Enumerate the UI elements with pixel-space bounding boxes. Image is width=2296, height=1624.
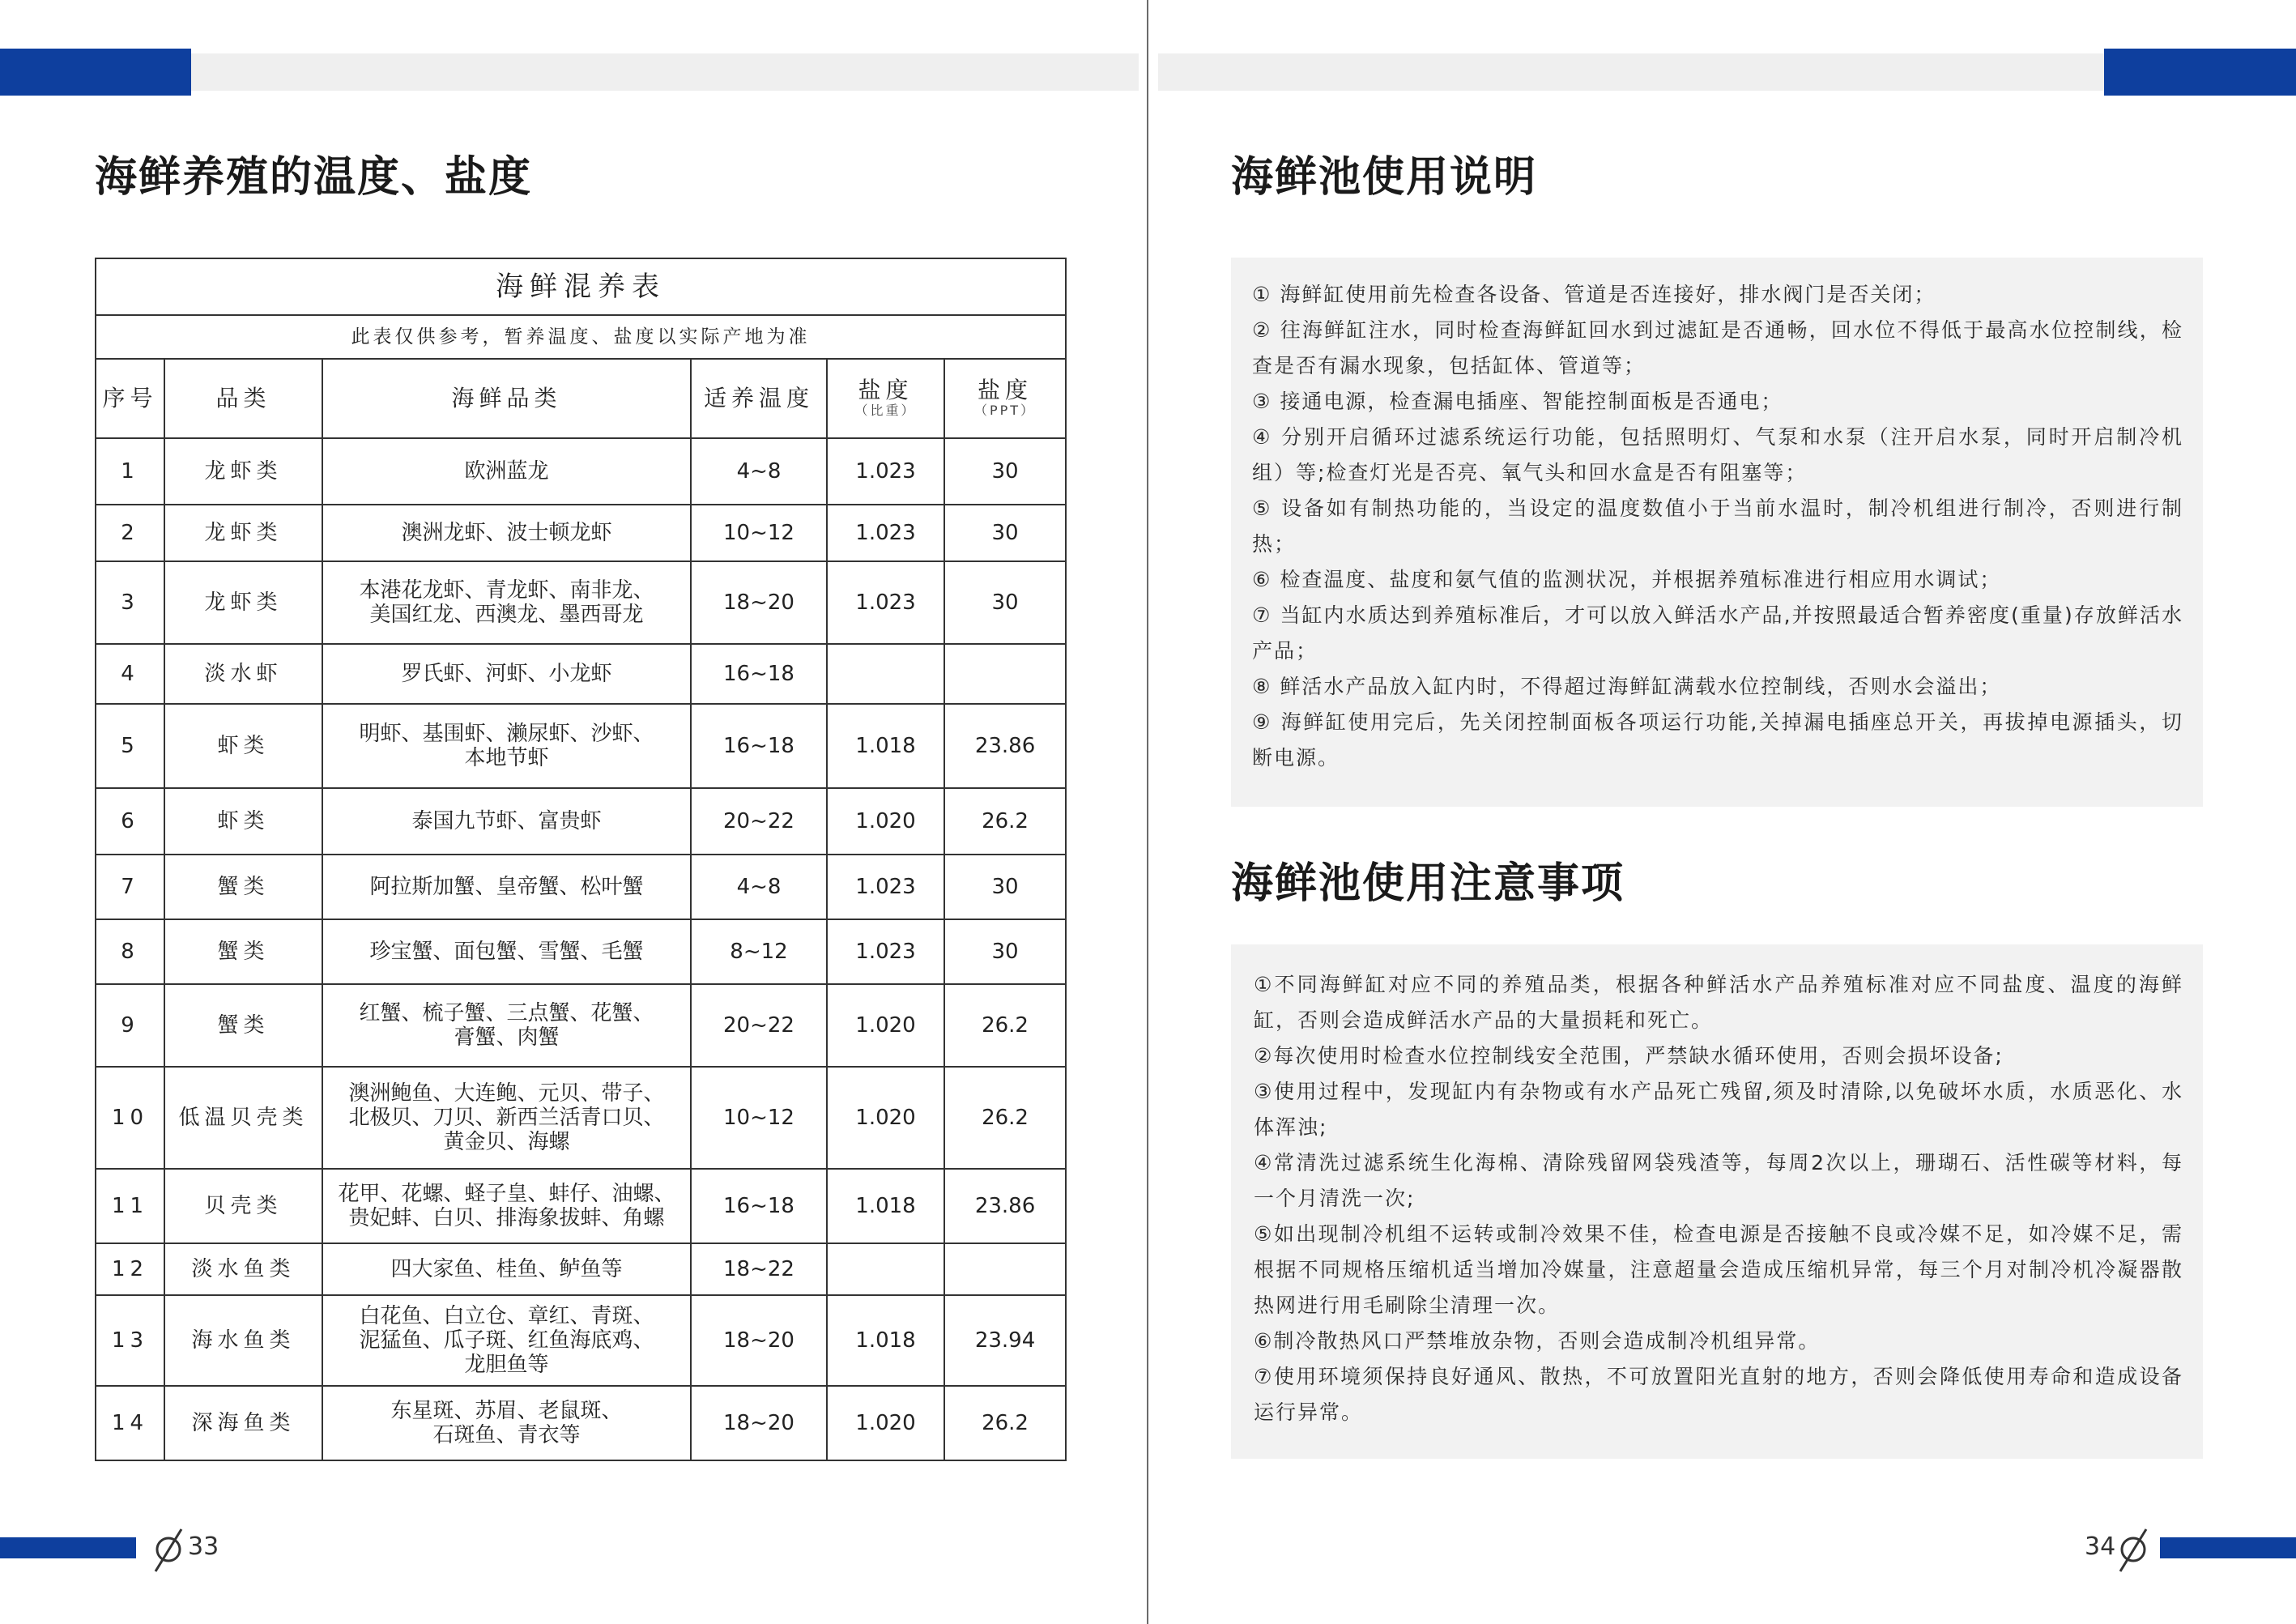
left-page-title: 海鲜养殖的温度、盐度: [95, 152, 533, 202]
row-index: 4: [96, 644, 164, 704]
row-species: [322, 855, 691, 919]
header-salinity-ppt: [944, 359, 1066, 438]
row-species: [322, 788, 691, 855]
row-index: 1: [96, 438, 164, 505]
row-category: 虾类: [164, 788, 322, 855]
row-ppt: 30: [944, 919, 1066, 984]
header-salinity-ppt-sub: （PPT）: [973, 403, 1037, 418]
row-temperature: 16~18: [691, 1169, 827, 1243]
row-temperature: 18~22: [691, 1243, 827, 1295]
notes-item: ④常清洗过滤系统生化海棉、清除残留网袋残渣等，每周2次以上，珊瑚石、活性碳等材料，每一个月清洗一次;: [1254, 1151, 2183, 1210]
row-specific-gravity: 1.023: [827, 438, 944, 505]
species-line: 花甲、花螺、蛏子皇、蚌仔、油螺、: [338, 1182, 675, 1206]
usage-item: ③ 接通电源，检查漏电插座、智能控制面板是否通电；: [1252, 390, 1783, 413]
row-specific-gravity: [827, 644, 944, 704]
species-line: 红蟹、梳子蟹、三点蟹、花蟹、: [359, 1001, 654, 1025]
row-category: 蟹类: [164, 919, 322, 984]
usage-item: ⑨ 海鲜缸使用完后，先关闭控制面板各项运行功能,关掉漏电插座总开关，再拔掉电源插头，切断电源。: [1252, 710, 2183, 769]
row-specific-gravity: 1.020: [827, 984, 944, 1067]
row-temperature: 16~18: [691, 704, 827, 788]
row-temperature: 10~12: [691, 1067, 827, 1169]
row-specific-gravity: [827, 1243, 944, 1295]
table-row: [96, 1295, 1066, 1386]
header-temperature: 适养温度: [691, 359, 827, 438]
usage-item: ④ 分别开启循环过滤系统运行功能，包括照明灯、气泵和水泵（注开启水泵，同时开启制冷机组）等;检查灯光是否亮、氧气头和回水盒是否有阻塞等；: [1252, 425, 2183, 484]
row-temperature: 20~22: [691, 984, 827, 1067]
row-category: 低温贝壳类: [164, 1067, 322, 1169]
species-line: 白花鱼、白立仓、章红、青斑、: [359, 1304, 654, 1328]
usage-panel: [1231, 258, 2203, 807]
row-category: 龙虾类: [164, 505, 322, 561]
row-species: [322, 919, 691, 984]
usage-item: ② 往海鲜缸注水，同时检查海鲜缸回水到过滤缸是否通畅，回水位不得低于最高水位控制线，检查是否有漏水现象，包括缸体、管道等；: [1252, 318, 2183, 377]
row-specific-gravity: 1.023: [827, 561, 944, 644]
row-index: 9: [96, 984, 164, 1067]
usage-item: ① 海鲜缸使用前先检查各设备、管道是否连接好，排水阀门是否关闭；: [1252, 283, 1936, 306]
table-row: [96, 919, 1066, 984]
row-ppt: 26.2: [944, 1067, 1066, 1169]
page-number-left: 33: [188, 1532, 219, 1561]
row-ppt: 30: [944, 855, 1066, 919]
table-row: [96, 561, 1066, 644]
row-category: 淡水鱼类: [164, 1243, 322, 1295]
page-number-right: 34: [2085, 1532, 2116, 1561]
row-index: 10: [96, 1067, 164, 1169]
row-species: [322, 644, 691, 704]
row-species: [322, 704, 691, 788]
notes-item: ①不同海鲜缸对应不同的养殖品类，根据各种鲜活水产品养殖标准对应不同盐度、温度的海鲜缸，否则会造成鲜活水产品的大量损耗和死亡。: [1254, 973, 2183, 1032]
row-ppt: 26.2: [944, 788, 1066, 855]
row-specific-gravity: 1.020: [827, 1386, 944, 1460]
row-ppt: [944, 1243, 1066, 1295]
row-specific-gravity: 1.020: [827, 1067, 944, 1169]
row-species: [322, 1067, 691, 1169]
table-body: [96, 438, 1066, 1460]
header-salinity-label: 盐度: [858, 377, 914, 403]
row-temperature: 18~20: [691, 561, 827, 644]
species-line: 澳洲龙虾、波士顿龙虾: [401, 521, 612, 545]
species-line: 东星斑、苏眉、老鼠斑、: [390, 1399, 623, 1423]
notes-panel: [1231, 944, 2203, 1459]
row-specific-gravity: 1.018: [827, 704, 944, 788]
species-line: 膏蟹、肉蟹: [454, 1025, 560, 1050]
species-line: 四大家鱼、桂鱼、鲈鱼等: [390, 1257, 623, 1281]
row-specific-gravity: 1.018: [827, 1169, 944, 1243]
notes-item: ⑦使用环境须保持良好通风、散热，不可放置阳光直射的地方，否则会降低使用寿命和造成设备运行异常。: [1254, 1365, 2183, 1424]
row-index: 13: [96, 1295, 164, 1386]
table-row: [96, 1243, 1066, 1295]
top-blue-bar-left: [0, 49, 191, 96]
notes-title: 海鲜池使用注意事项: [1231, 859, 1625, 908]
row-category: 淡水虾: [164, 644, 322, 704]
species-line: 美国红龙、西澳龙、墨西哥龙: [369, 603, 644, 627]
notes-list: [1231, 944, 2203, 1430]
row-index: 14: [96, 1386, 164, 1460]
notes-item: ③使用过程中，发现缸内有杂物或有水产品死亡残留,须及时清除,以免破坏水质，水质恶化、水体浑浊;: [1254, 1080, 2183, 1139]
row-species: [322, 505, 691, 561]
header-salinity-sub: （比重）: [854, 403, 917, 418]
species-line: 明虾、基围虾、濑尿虾、沙虾、: [359, 722, 654, 746]
row-index: 5: [96, 704, 164, 788]
species-line: 贵妃蚌、白贝、排海象拔蚌、角螺: [348, 1206, 665, 1230]
usage-item: ⑥ 检查温度、盐度和氨气值的监测状况，并根据养殖标准进行相应用水调试；: [1252, 568, 2002, 591]
row-species: [322, 438, 691, 505]
top-grey-band-right: [1158, 53, 2104, 91]
notes-item: ②每次使用时检查水位控制线安全范围，严禁缺水循环使用，否则会损坏设备;: [1254, 1044, 2004, 1068]
species-line: 阿拉斯加蟹、皇帝蟹、松叶蟹: [369, 875, 644, 899]
table-title: 海鲜混养表: [96, 258, 1066, 315]
footer-blue-bar-right: [2160, 1537, 2296, 1558]
species-line: 欧洲蓝龙: [464, 459, 549, 484]
row-ppt: 30: [944, 438, 1066, 505]
table-row: [96, 704, 1066, 788]
row-category: 蟹类: [164, 855, 322, 919]
row-index: 2: [96, 505, 164, 561]
row-ppt: [944, 644, 1066, 704]
species-line: 泥猛鱼、瓜子斑、红鱼海底鸡、: [359, 1328, 654, 1353]
table-row: [96, 1067, 1066, 1169]
row-species: [322, 984, 691, 1067]
table-row: [96, 1169, 1066, 1243]
row-index: 6: [96, 788, 164, 855]
row-temperature: 16~18: [691, 644, 827, 704]
usage-item: ⑧ 鲜活水产品放入缸内时，不得超过海鲜缸满载水位控制线，否则水会溢出；: [1252, 675, 2002, 698]
diameter-symbol-icon: [151, 1523, 186, 1576]
row-category: 蟹类: [164, 984, 322, 1067]
header-salinity-ppt-label: 盐度: [978, 377, 1033, 403]
row-ppt: 30: [944, 561, 1066, 644]
row-index: 7: [96, 855, 164, 919]
header-index: 序号: [96, 359, 164, 438]
species-line: 珍宝蟹、面包蟹、雪蟹、毛蟹: [369, 940, 644, 964]
species-line: 石斑鱼、青衣等: [432, 1423, 581, 1447]
table-row: [96, 855, 1066, 919]
species-line: 泰国九节虾、富贵虾: [411, 809, 602, 833]
species-line: 本港花龙虾、青龙虾、南非龙、: [359, 578, 654, 603]
diameter-symbol-icon: [2115, 1523, 2151, 1576]
species-line: 本地节虾: [464, 746, 549, 770]
row-temperature: 18~20: [691, 1295, 827, 1386]
row-temperature: 4~8: [691, 855, 827, 919]
header-species: 海鲜品类: [322, 359, 691, 438]
usage-item: ⑦ 当缸内水质达到养殖标准后，才可以放入鲜活水产品,并按照最适合暂养密度(重量)存放鲜活水产品；: [1252, 603, 2183, 663]
footer-blue-bar-left: [0, 1537, 136, 1558]
table-row: [96, 1386, 1066, 1460]
table-row: [96, 984, 1066, 1067]
row-category: 深海鱼类: [164, 1386, 322, 1460]
page-spine-divider: [1147, 0, 1148, 1624]
row-ppt: 23.86: [944, 1169, 1066, 1243]
species-line: 黄金贝、海螺: [443, 1130, 570, 1154]
row-temperature: 20~22: [691, 788, 827, 855]
usage-item: ⑤ 设备如有制热功能的，当设定的温度数值小于当前水温时，制冷机组进行制冷，否则进行制热；: [1252, 497, 2183, 556]
row-specific-gravity: 1.018: [827, 1295, 944, 1386]
notes-item: ⑤如出现制冷机组不运转或制冷效果不佳，检查电源是否接触不良或冷媒不足，如冷媒不足，需根据不同规格压缩机适当增加冷媒量，注意超量会造成压缩机异常，每三个月对制冷机冷凝器散热网进行用毛刷除尘清理一次。: [1254, 1222, 2183, 1317]
row-specific-gravity: 1.023: [827, 919, 944, 984]
table-row: [96, 644, 1066, 704]
row-ppt: 23.86: [944, 704, 1066, 788]
row-index: 11: [96, 1169, 164, 1243]
row-specific-gravity: 1.023: [827, 855, 944, 919]
row-category: 龙虾类: [164, 438, 322, 505]
row-species: [322, 1386, 691, 1460]
header-category: 品类: [164, 359, 322, 438]
row-species: [322, 561, 691, 644]
row-index: 12: [96, 1243, 164, 1295]
row-category: 贝壳类: [164, 1169, 322, 1243]
row-temperature: 8~12: [691, 919, 827, 984]
species-line: 罗氏虾、河虾、小龙虾: [401, 662, 612, 686]
row-category: 虾类: [164, 704, 322, 788]
row-index: 3: [96, 561, 164, 644]
row-ppt: 26.2: [944, 1386, 1066, 1460]
row-temperature: 10~12: [691, 505, 827, 561]
table-row: [96, 438, 1066, 505]
row-temperature: 4~8: [691, 438, 827, 505]
row-category: 海水鱼类: [164, 1295, 322, 1386]
row-ppt: 30: [944, 505, 1066, 561]
table-row: [96, 788, 1066, 855]
header-salinity-gravity: [827, 359, 944, 438]
seafood-mix-table: [95, 258, 1067, 1461]
notes-item: ⑥制冷散热风口严禁堆放杂物，否则会造成制冷机组异常。: [1254, 1329, 1821, 1353]
row-specific-gravity: 1.020: [827, 788, 944, 855]
species-line: 北极贝、刀贝、新西兰活青口贝、: [348, 1106, 665, 1130]
top-grey-band-left: [191, 53, 1139, 91]
row-species: [322, 1295, 691, 1386]
row-ppt: 26.2: [944, 984, 1066, 1067]
row-specific-gravity: 1.023: [827, 505, 944, 561]
species-line: 龙胆鱼等: [464, 1353, 549, 1377]
row-index: 8: [96, 919, 164, 984]
species-line: 澳洲鲍鱼、大连鲍、元贝、带子、: [348, 1081, 665, 1106]
row-ppt: 23.94: [944, 1295, 1066, 1386]
top-blue-bar-right: [2104, 49, 2296, 96]
row-category: 龙虾类: [164, 561, 322, 644]
table-note: 此表仅供参考，暂养温度、盐度以实际产地为准: [96, 315, 1066, 359]
row-temperature: 18~20: [691, 1386, 827, 1460]
usage-list: [1231, 258, 2203, 776]
row-species: [322, 1169, 691, 1243]
usage-title: 海鲜池使用说明: [1231, 152, 1538, 202]
row-species: [322, 1243, 691, 1295]
table-row: [96, 505, 1066, 561]
